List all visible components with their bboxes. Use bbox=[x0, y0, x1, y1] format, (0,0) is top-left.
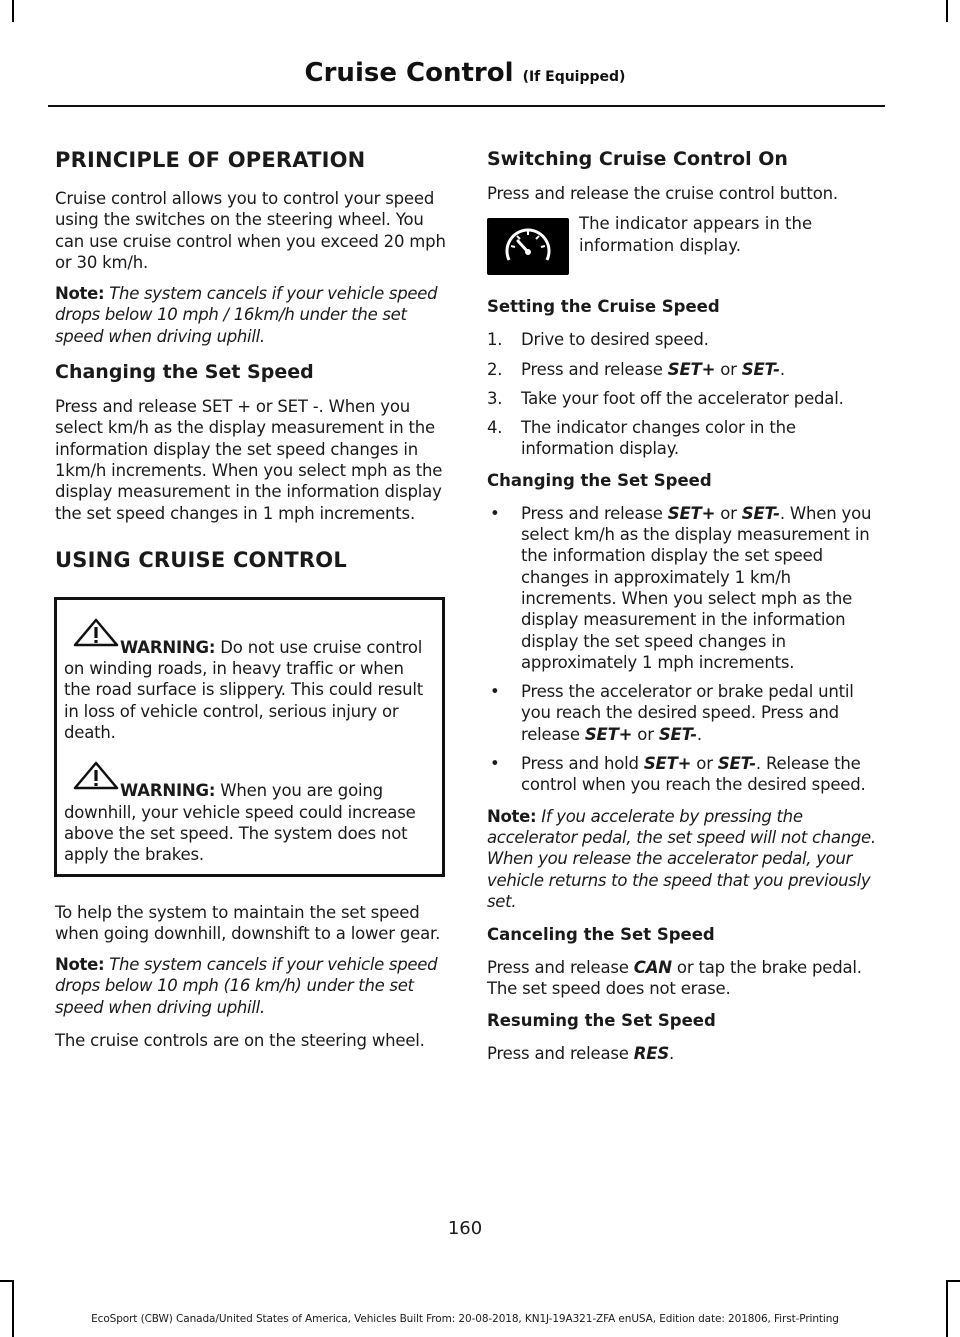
warning-winding-roads bbox=[64, 637, 434, 743]
note-accelerate bbox=[487, 806, 879, 912]
note-uphill-2 bbox=[55, 954, 447, 1018]
crop-mark-bottom-left-horizontal bbox=[0, 1280, 14, 1282]
list-item: • Press and hold SET+ or SET-. Release the control when you reach the desired speed. bbox=[490, 754, 866, 795]
note-label: Note: bbox=[55, 284, 105, 304]
canceling-heading: Canceling the Set Speed bbox=[487, 925, 715, 945]
switching-heading: Switching Cruise Control On bbox=[487, 148, 788, 170]
indicator-row bbox=[487, 214, 879, 280]
principle-heading: PRINCIPLE OF OPERATION bbox=[55, 148, 366, 172]
note-text: The system cancels if your vehicle speed drops below 10 mph / 16km/h under the set speed when driving uphill. bbox=[55, 284, 438, 346]
note-text: The system cancels if your vehicle speed drops below 10 mph (16 km/h) under the set speed when driving uphill. bbox=[55, 955, 438, 1017]
warning-label: WARNING: bbox=[120, 781, 216, 801]
header-rule bbox=[48, 105, 885, 107]
list-item: 4. The indicator changes color in the information display. bbox=[487, 418, 796, 459]
warning-text: When you are going downhill, your vehicle speed could increase above the set speed. The system does not apply the brakes. bbox=[64, 781, 416, 865]
note-label: Note: bbox=[487, 806, 537, 826]
crop-mark-top-right-vertical bbox=[946, 0, 948, 22]
resuming-body: Press and release RES. bbox=[487, 1043, 675, 1063]
using-heading: USING CRUISE CONTROL bbox=[55, 547, 347, 572]
changing-heading: Changing the Set Speed bbox=[55, 361, 314, 384]
right-column bbox=[487, 146, 879, 1074]
crop-mark-bottom-right-horizontal bbox=[946, 1280, 960, 1282]
canceling-body: Press and release CAN or tap the brake pedal. The set speed does not erase. bbox=[487, 958, 862, 999]
changing-heading: Changing the Set Speed bbox=[487, 470, 712, 490]
warning-text: Do not use cruise control on winding roads, in heavy traffic or when the road surface is slippery. This could result in loss of vehicle control, serious injury or death. bbox=[64, 637, 424, 743]
note-text: If you accelerate by pressing the accelerator pedal, the set speed will not change. When you release the accelerator pedal, your vehicle returns to the speed that you previously set. bbox=[487, 806, 876, 911]
page-footer: EcoSport (CBW) Canada/United States of America, Vehicles Built From: 20-08-2018, KN1J-19A321-ZFA enUSA, Edition date: 201806, First-Printing bbox=[91, 1313, 839, 1325]
warning-downhill bbox=[64, 780, 434, 865]
controls-body: The cruise controls are on the steering wheel. bbox=[55, 1031, 425, 1051]
note-label: Note: bbox=[55, 955, 105, 975]
resuming-heading: Resuming the Set Speed bbox=[487, 1010, 716, 1030]
switching-body: Press and release the cruise control button. bbox=[487, 184, 838, 203]
changing-bullets bbox=[487, 503, 879, 796]
setting-heading: Setting the Cruise Speed bbox=[487, 297, 720, 317]
setting-steps bbox=[487, 329, 879, 459]
page-number: 160 bbox=[447, 1218, 483, 1239]
list-item: 3. Take your foot off the accelerator pedal. bbox=[487, 388, 844, 408]
page-header bbox=[0, 58, 930, 88]
list-item: • Press the accelerator or brake pedal until you reach the desired speed. Press and release SET+ or SET-. bbox=[490, 682, 854, 744]
list-item: • Press and release SET+ or SET-. When you select km/h as the display measurement in the information display the set speed changes in approximately 1 km/h increments. When you select mph as the display measurement in the information display the set speed changes in approximately 1 mph increments. bbox=[490, 503, 872, 672]
crop-mark-top-left-vertical bbox=[12, 0, 14, 22]
changing-body: Press and release SET + or SET -. When you select km/h as the display measurement in the information display the set speed changes in 1km/h increments. When you select mph as the display measurement in the information display the set speed changes in 1 mph increments. bbox=[55, 397, 443, 523]
indicator-text: The indicator appears in the information display. bbox=[579, 214, 813, 255]
crop-mark-bottom-right-vertical bbox=[946, 1280, 948, 1337]
header-title: Cruise Control bbox=[304, 58, 514, 88]
list-item: 2. Press and release SET+ or SET-. bbox=[487, 359, 785, 379]
crop-mark-bottom-left-vertical bbox=[12, 1280, 14, 1337]
principle-body: Cruise control allows you to control your speed using the switches on the steering wheel. You can use cruise control when you exceed 20 mph or 30 km/h. bbox=[55, 189, 446, 272]
note-uphill bbox=[55, 283, 447, 347]
downhill-body: To help the system to maintain the set speed when going downhill, downshift to a lower gear. bbox=[55, 902, 441, 943]
header-subtitle: (If Equipped) bbox=[522, 69, 626, 85]
cruise-control-indicator-icon bbox=[487, 218, 569, 275]
left-column bbox=[55, 146, 447, 1061]
speedometer-icon bbox=[487, 218, 569, 275]
list-item: 1. Drive to desired speed. bbox=[487, 330, 709, 350]
warning-box bbox=[54, 597, 445, 877]
warning-triangle-icon bbox=[72, 617, 120, 647]
warning-label: WARNING: bbox=[120, 637, 216, 657]
warning-triangle-icon bbox=[72, 760, 120, 790]
